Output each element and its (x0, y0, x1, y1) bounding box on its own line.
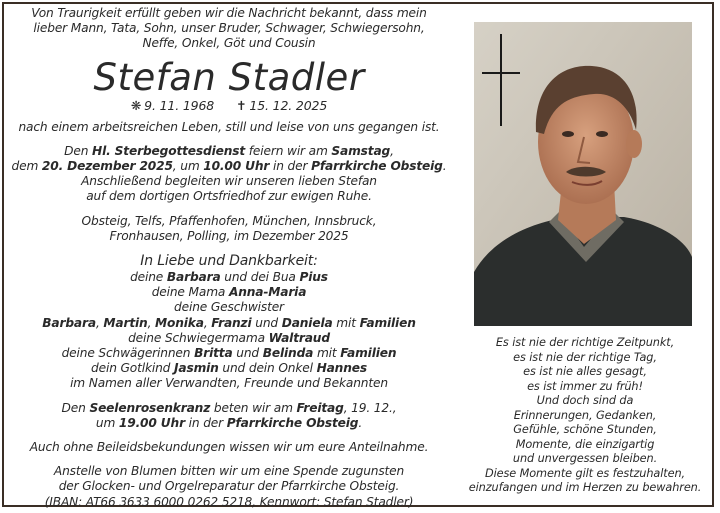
funeral-service: Den Hl. Sterbegottesdienst feiern wir am Samstag, dem 20. Dezember 2025, um 10.00 Uhr in der Pfarrkirche Obsteig. Anschließend begleiten wir unseren lieben Stefan auf dem dortigen Ortsfriedhof zur ewigen Ruhe. (11, 143, 447, 204)
deceased-name: Stefan Stadler (93, 55, 365, 99)
death-cross-icon: ✝ (236, 97, 247, 113)
intro-line: Neffe, Onkel, Göt und Cousin (142, 36, 316, 51)
donation-request: Anstelle von Blumen bitten wir um eine Spende zugunsten der Glocken- und Orgelreparatur der Pfarrkirche Obsteig. (IBAN: AT66 3633 6000 0262 5218, Kennwort: Stefan Stadler) (44, 464, 414, 509)
condolence-note: Auch ohne Beileidsbekundungen wissen wir um eure Anteilnahme. (29, 440, 429, 455)
mourners-heading: In Liebe und Dankbarkeit: (140, 253, 318, 270)
rosary-info: Den Seelenrosenkranz beten wir am Freitag, 19. 12., um 19.00 Uhr in der Pfarrkirche Obsteig. (61, 400, 397, 430)
birth-star-icon: ❋ (130, 97, 142, 113)
birth-date: 9. 11. 1968 (144, 97, 215, 113)
death-date: 15. 12. 2025 (249, 97, 328, 113)
obituary-text-column (6, 6, 452, 510)
intro-line: lieber Mann, Tata, Sohn, unser Bruder, Schwager, Schwiegersohn, (33, 21, 425, 36)
cross-icon (482, 34, 520, 126)
intro-line: Von Traurigkeit erfüllt geben wir die Nachricht bekannt, dass mein (31, 6, 427, 20)
life-dates (6, 98, 452, 114)
place-and-date: Obsteig, Telfs, Pfaffenhofen, München, Innsbruck, Fronhausen, Polling, im Dezember 2025 (81, 213, 377, 243)
mourners-list: In Liebe und Dankbarkeit: deine Barbara und dei Bua Pius deine Mama Anna-Maria deine Geschwister Barbara, Martin, Monika, Franzi und Daniela mit Familien deine Schwiegermama Waltraud deine Schwägerinnen Britta und Belinda mit Familien dein Gotlkind Jasmin und dein Onkel Hannes im Namen aller Verwandten, Freunde und Bekannten (6, 253, 452, 392)
memorial-poem: Es ist nie der richtige Zeitpunkt, es ist nie der richtige Tag, es ist nie alles gesagt, es ist immer zu früh! Und doch sind da Erinnerungen, Gedanken, Gefühle, schöne Stunden, Momente, die einzigartig und unvergessen bleiben. Diese Momente gilt es festzuhalten, einzufangen und im Herzen zu bewahren. (468, 336, 702, 494)
passing-line: nach einem arbeitsreichen Leben, still und leise von uns gegangen ist. (18, 119, 440, 134)
